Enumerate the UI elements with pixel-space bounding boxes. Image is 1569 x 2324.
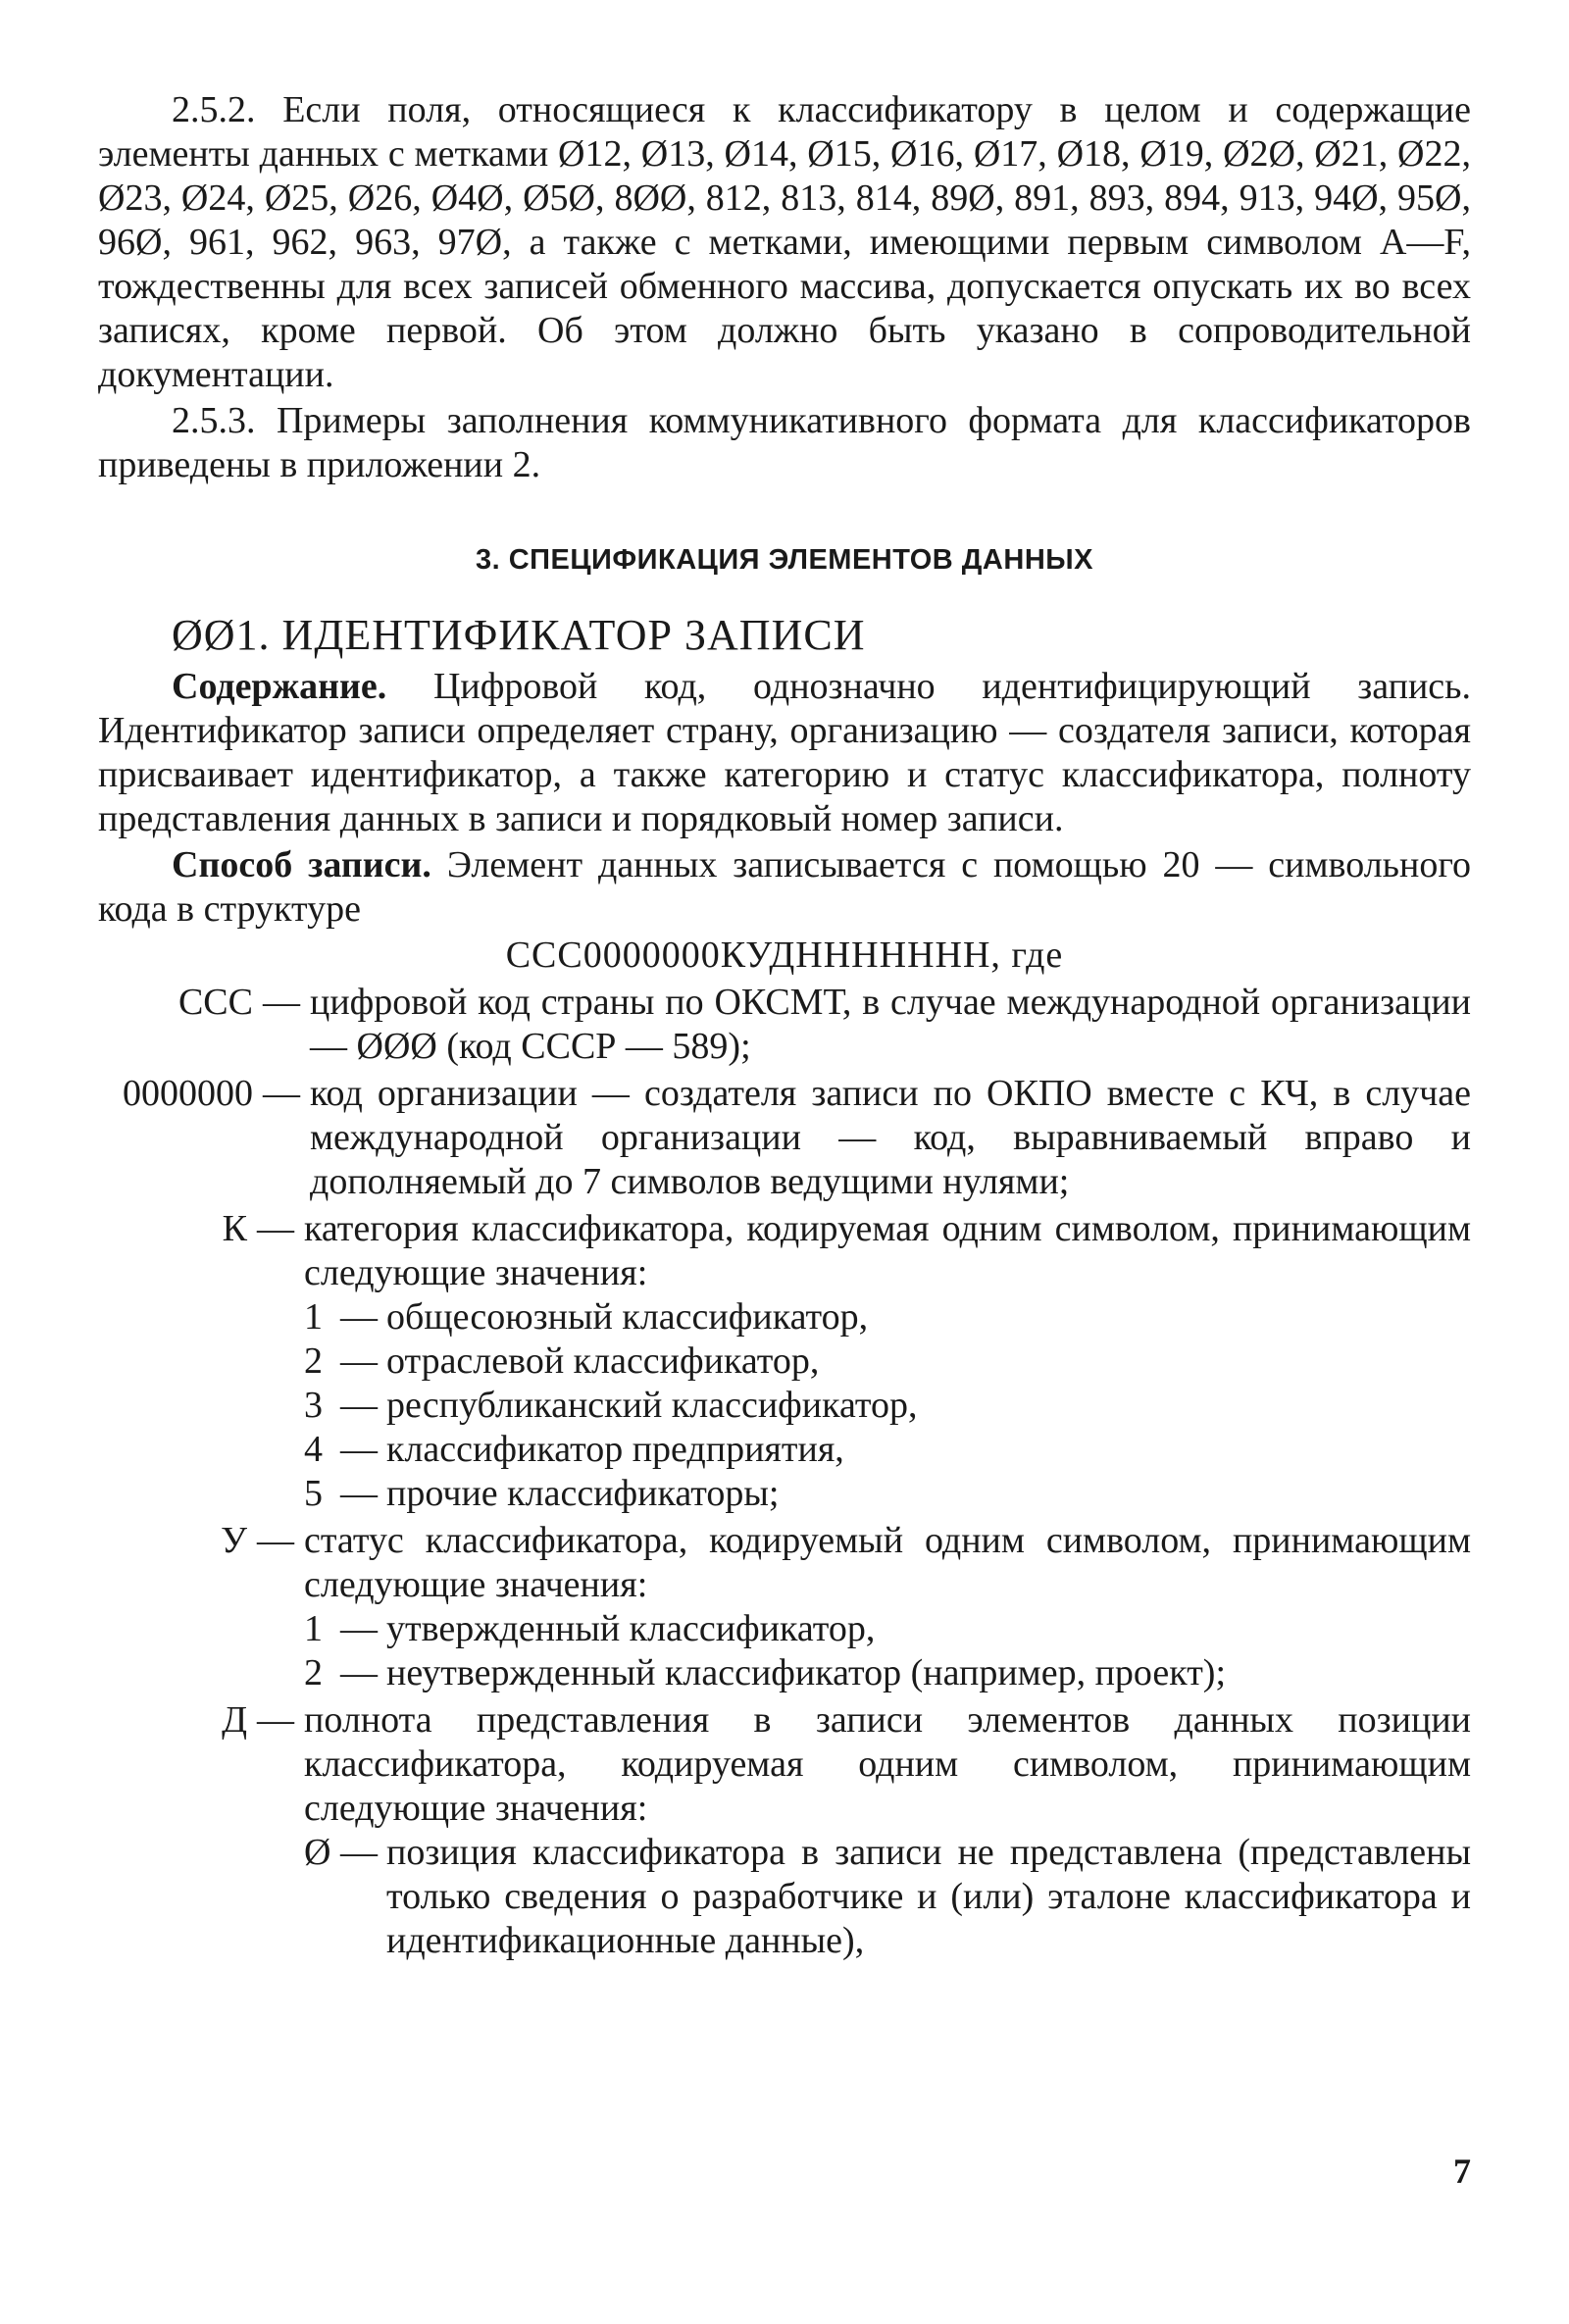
content-label: Содержание. xyxy=(172,666,387,707)
element-title: ØØ1. ИДЕНТИФИКАТОР ЗАПИСИ xyxy=(172,611,866,659)
definition-ccc xyxy=(98,981,1471,1069)
paragraph-2-5-2: 2.5.2. Если поля, относящиеся к классификатору в целом и содержащие элементы данных с метками Ø12, Ø13, Ø14, Ø15, Ø16, Ø17, Ø18, Ø19, Ø2Ø, Ø21, Ø22, Ø23, Ø24, Ø25, Ø26, Ø4Ø, Ø5Ø, 8ØØ, 812, 813, 814, 89Ø, 891, 893, 894, 913, 94Ø, 95Ø, 96Ø, 961, 962, 963, 97Ø, а также с метками, имеющими первым символом A—F, тождественны для всех записей обменного массива, допускается опускать их во всех записях, кроме первой. Об этом должно быть указано в сопроводительной документации. xyxy=(98,89,1471,395)
option-dash: — xyxy=(340,1608,378,1649)
option-dash: — xyxy=(340,1832,378,1873)
definition-k xyxy=(98,1207,1471,1516)
definition-dash: — xyxy=(257,1699,294,1741)
definition-dash: — xyxy=(257,1520,294,1561)
content-paragraph xyxy=(98,665,1471,841)
option-text: отраслевой классификатор, xyxy=(386,1340,820,1382)
definition-key: У xyxy=(221,1520,247,1561)
option-dash: — xyxy=(340,1296,378,1338)
option-code: 4 xyxy=(304,1429,323,1470)
section-heading: 3. СПЕЦИФИКАЦИЯ ЭЛЕМЕНТОВ ДАННЫХ xyxy=(476,544,1093,576)
option-item xyxy=(304,1472,1471,1516)
definition-dash: — xyxy=(263,982,300,1023)
method-text: Элемент данных записывается с помощью 20 — символьного кода в структуре xyxy=(98,844,1471,930)
option-text: республиканский классификатор, xyxy=(386,1385,918,1426)
definition-dash: — xyxy=(257,1208,294,1249)
content-text: Цифровой код, однозначно идентифицирующий запись. Идентификатор записи определяет страну, организацию — создателя записи, которая присваивает идентификатор, а также категорию и статус классификатора, полноту представления данных в записи и порядковый номер записи. xyxy=(98,666,1471,839)
option-dash: — xyxy=(340,1652,378,1693)
option-item xyxy=(304,1607,1471,1651)
definition-text: статус классификатора, кодируемый одним символом, принимающим следующие значения: xyxy=(304,1520,1471,1605)
definition-d xyxy=(98,1698,1471,1963)
option-item xyxy=(304,1295,1471,1339)
structure-suffix: где xyxy=(1000,935,1064,976)
option-text: прочие классификаторы; xyxy=(386,1473,780,1514)
option-code: 1 xyxy=(304,1296,323,1338)
option-code: 2 xyxy=(304,1340,323,1382)
option-code: 2 xyxy=(304,1652,323,1693)
definition-text: код организации — создателя записи по ОКПО вместе с КЧ, в случае международной организации — код, выравниваемый вправо и дополняемый до 7 символов ведущими нулями; xyxy=(310,1073,1471,1202)
option-dash: — xyxy=(340,1340,378,1382)
document-page xyxy=(98,88,1471,1966)
definition-text: цифровой код страны по ОКСМТ, в случае международной организации — ØØØ (код СССР — 589); xyxy=(310,982,1471,1067)
definition-u xyxy=(98,1519,1471,1695)
definition-dash: — xyxy=(263,1073,300,1114)
definition-key: ССС xyxy=(177,982,253,1023)
option-dash: — xyxy=(340,1385,378,1426)
option-code: 3 xyxy=(304,1385,323,1426)
method-label: Способ записи. xyxy=(172,844,431,885)
page-number: 7 xyxy=(1453,2151,1471,2191)
definition-text: полнота представления в записи элементов данных позиции классификатора, кодируемая одним символом, принимающим следующие значения: xyxy=(304,1699,1471,1829)
definition-key: К xyxy=(222,1208,247,1249)
option-dash: — xyxy=(340,1473,378,1514)
paragraph-2-5-3: 2.5.3. Примеры заполнения коммуникативного формата для классификаторов приведены в приложении 2. xyxy=(98,400,1471,485)
option-code: 5 xyxy=(304,1473,323,1514)
definition-body xyxy=(304,1207,1471,1516)
option-code: Ø xyxy=(304,1832,331,1873)
definition-body xyxy=(304,1519,1471,1695)
option-item xyxy=(304,1831,1471,1963)
option-item xyxy=(304,1339,1471,1384)
option-text: общесоюзный классификатор, xyxy=(386,1296,869,1338)
option-item xyxy=(304,1651,1471,1695)
structure-line xyxy=(98,934,1471,978)
option-text: классификатор предприятия, xyxy=(386,1429,844,1470)
option-text: позиция классификатора в записи не представлена (представлены только сведения о разработчике и (или) эталоне классификатора и идентификационные данные), xyxy=(386,1832,1471,1961)
definition-body xyxy=(304,1698,1471,1963)
option-item xyxy=(304,1384,1471,1428)
definition-org xyxy=(98,1072,1471,1204)
option-dash: — xyxy=(340,1429,378,1470)
definition-text: категория классификатора, кодируемая одним символом, принимающим следующие значения: xyxy=(304,1208,1471,1293)
option-text: утвержденный классификатор, xyxy=(386,1608,876,1649)
definition-key: 0000000 xyxy=(123,1073,253,1114)
structure-code: ССС0000000КУДННННННН, xyxy=(505,935,1001,976)
definition-key: Д xyxy=(222,1699,247,1741)
method-paragraph xyxy=(98,843,1471,932)
option-text: неутвержденный классификатор (например, проект); xyxy=(386,1652,1227,1693)
option-code: 1 xyxy=(304,1608,323,1649)
option-item xyxy=(304,1428,1471,1472)
